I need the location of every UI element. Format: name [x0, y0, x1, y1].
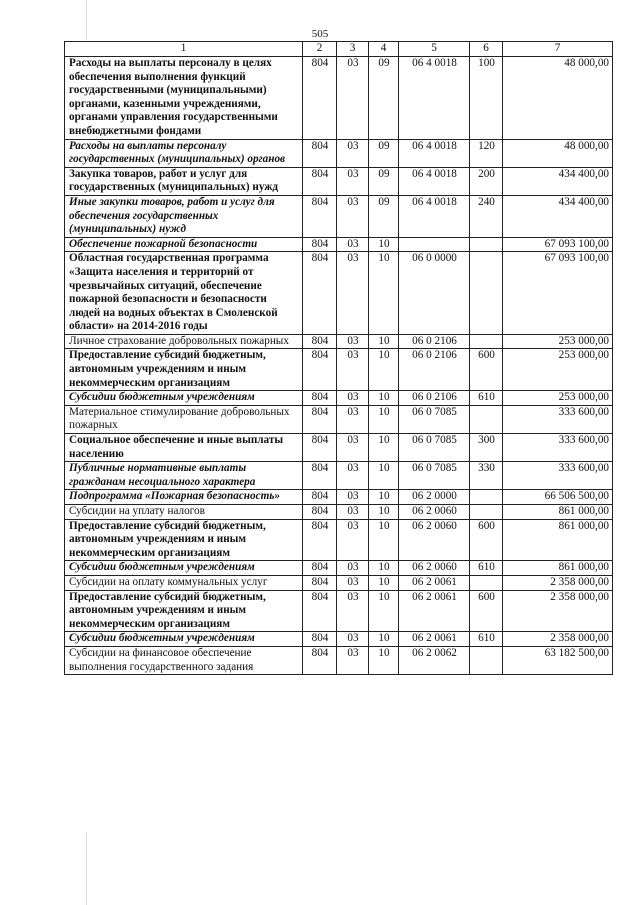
- row-section-code: 03: [337, 237, 369, 252]
- row-expense-type: [470, 575, 503, 590]
- row-section-code: 03: [337, 646, 369, 674]
- row-ministry-code: 804: [303, 434, 337, 462]
- row-amount: 861 000,00: [503, 519, 613, 561]
- table-row: [65, 505, 613, 520]
- table-row: [65, 349, 613, 391]
- scan-line: [86, 832, 87, 905]
- row-amount: 2 358 000,00: [503, 632, 613, 647]
- row-section-code: 03: [337, 252, 369, 335]
- row-section-code: 03: [337, 334, 369, 349]
- table-row: [65, 561, 613, 576]
- row-ministry-code: 804: [303, 575, 337, 590]
- row-expense-type: 300: [470, 434, 503, 462]
- table-row: [65, 519, 613, 561]
- row-target-code: 06 0 2106: [399, 334, 470, 349]
- header-cell: 2: [303, 42, 337, 57]
- table-row: [65, 590, 613, 632]
- row-section-code: 03: [337, 575, 369, 590]
- row-ministry-code: 804: [303, 195, 337, 237]
- row-ministry-code: 804: [303, 632, 337, 647]
- row-ministry-code: 804: [303, 646, 337, 674]
- row-amount: 67 093 100,00: [503, 237, 613, 252]
- row-expense-type: [470, 237, 503, 252]
- row-name-cell: Материальное стимулирование добровольных пожарных: [65, 405, 303, 433]
- row-subsection-code: 10: [369, 519, 399, 561]
- row-target-code: 06 2 0000: [399, 490, 470, 505]
- row-expense-type: 610: [470, 391, 503, 406]
- row-subsection-code: 10: [369, 462, 399, 490]
- row-amount: 48 000,00: [503, 57, 613, 140]
- row-amount: 253 000,00: [503, 349, 613, 391]
- row-section-code: 03: [337, 519, 369, 561]
- row-expense-type: 600: [470, 519, 503, 561]
- row-section-code: 03: [337, 195, 369, 237]
- row-target-code: 06 4 0018: [399, 167, 470, 195]
- page-number: 505: [311, 28, 329, 40]
- row-subsection-code: 10: [369, 590, 399, 632]
- row-target-code: 06 2 0061: [399, 632, 470, 647]
- row-subsection-code: 10: [369, 575, 399, 590]
- row-amount: 861 000,00: [503, 505, 613, 520]
- row-section-code: 03: [337, 505, 369, 520]
- row-expense-type: 200: [470, 167, 503, 195]
- table-row: [65, 405, 613, 433]
- row-expense-type: 240: [470, 195, 503, 237]
- row-expense-type: 600: [470, 349, 503, 391]
- row-name-cell: Закупка товаров, работ и услуг для государственных (муниципальных) нужд: [65, 167, 303, 195]
- budget-table: [64, 41, 613, 675]
- row-section-code: 03: [337, 167, 369, 195]
- row-ministry-code: 804: [303, 462, 337, 490]
- row-name-cell: Субсидии бюджетным учреждениям: [65, 561, 303, 576]
- row-subsection-code: 09: [369, 167, 399, 195]
- row-subsection-code: 10: [369, 349, 399, 391]
- row-section-code: 03: [337, 434, 369, 462]
- row-target-code: 06 0 0000: [399, 252, 470, 335]
- header-row: [65, 42, 613, 57]
- row-section-code: 03: [337, 561, 369, 576]
- row-ministry-code: 804: [303, 505, 337, 520]
- row-subsection-code: 10: [369, 632, 399, 647]
- header-cell: 3: [337, 42, 369, 57]
- header-cell: 4: [369, 42, 399, 57]
- row-ministry-code: 804: [303, 590, 337, 632]
- table-row: [65, 462, 613, 490]
- row-amount: 67 093 100,00: [503, 252, 613, 335]
- row-name-cell: Расходы на выплаты персоналу в целях обеспечения выполнения функций государственными (муниципальными) органами, казенными учреждениями, органами управления государственными внебюджетными фондами: [65, 57, 303, 140]
- row-expense-type: [470, 405, 503, 433]
- row-target-code: 06 2 0061: [399, 575, 470, 590]
- row-target-code: 06 0 7085: [399, 405, 470, 433]
- row-amount: 48 000,00: [503, 139, 613, 167]
- row-amount: 2 358 000,00: [503, 575, 613, 590]
- row-target-code: 06 2 0061: [399, 590, 470, 632]
- row-name-cell: Субсидии на уплату налогов: [65, 505, 303, 520]
- row-section-code: 03: [337, 391, 369, 406]
- row-expense-type: 330: [470, 462, 503, 490]
- row-ministry-code: 804: [303, 334, 337, 349]
- row-amount: 63 182 500,00: [503, 646, 613, 674]
- row-amount: 861 000,00: [503, 561, 613, 576]
- row-subsection-code: 10: [369, 391, 399, 406]
- row-amount: 333 600,00: [503, 434, 613, 462]
- header-cell: 5: [399, 42, 470, 57]
- row-name-cell: Субсидии на оплату коммунальных услуг: [65, 575, 303, 590]
- table-row: [65, 391, 613, 406]
- table-row: [65, 57, 613, 140]
- row-amount: 434 400,00: [503, 167, 613, 195]
- row-target-code: 06 0 2106: [399, 391, 470, 406]
- table-row: [65, 434, 613, 462]
- row-amount: 333 600,00: [503, 405, 613, 433]
- row-ministry-code: 804: [303, 405, 337, 433]
- table-row: [65, 334, 613, 349]
- row-target-code: 06 2 0060: [399, 561, 470, 576]
- table-row: [65, 490, 613, 505]
- table-row: [65, 167, 613, 195]
- row-subsection-code: 10: [369, 505, 399, 520]
- row-amount: 434 400,00: [503, 195, 613, 237]
- row-section-code: 03: [337, 590, 369, 632]
- row-subsection-code: 09: [369, 139, 399, 167]
- row-amount: 253 000,00: [503, 334, 613, 349]
- row-target-code: 06 4 0018: [399, 139, 470, 167]
- row-target-code: 06 4 0018: [399, 57, 470, 140]
- row-section-code: 03: [337, 57, 369, 140]
- row-section-code: 03: [337, 349, 369, 391]
- row-ministry-code: 804: [303, 252, 337, 335]
- row-subsection-code: 10: [369, 237, 399, 252]
- table-row: [65, 575, 613, 590]
- row-subsection-code: 10: [369, 646, 399, 674]
- table-row: [65, 252, 613, 335]
- row-expense-type: [470, 252, 503, 335]
- row-subsection-code: 09: [369, 195, 399, 237]
- row-ministry-code: 804: [303, 57, 337, 140]
- row-target-code: [399, 237, 470, 252]
- row-expense-type: 120: [470, 139, 503, 167]
- row-name-cell: Публичные нормативные выплаты гражданам несоциального характера: [65, 462, 303, 490]
- row-subsection-code: 10: [369, 405, 399, 433]
- row-subsection-code: 10: [369, 561, 399, 576]
- row-name-cell: Расходы на выплаты персоналу государственных (муниципальных) органов: [65, 139, 303, 167]
- row-expense-type: 610: [470, 632, 503, 647]
- row-name-cell: Социальное обеспечение и иные выплаты населению: [65, 434, 303, 462]
- row-subsection-code: 10: [369, 334, 399, 349]
- row-target-code: 06 0 2106: [399, 349, 470, 391]
- row-ministry-code: 804: [303, 167, 337, 195]
- row-ministry-code: 804: [303, 490, 337, 505]
- row-subsection-code: 09: [369, 57, 399, 140]
- row-section-code: 03: [337, 632, 369, 647]
- table-body: [65, 57, 613, 675]
- row-name-cell: Субсидии на финансовое обеспечение выполнения государственного задания: [65, 646, 303, 674]
- row-ministry-code: 804: [303, 561, 337, 576]
- row-expense-type: 610: [470, 561, 503, 576]
- row-expense-type: [470, 505, 503, 520]
- row-target-code: 06 0 7085: [399, 434, 470, 462]
- row-ministry-code: 804: [303, 391, 337, 406]
- row-ministry-code: 804: [303, 237, 337, 252]
- row-name-cell: Подпрограмма «Пожарная безопасность»: [65, 490, 303, 505]
- table-row: [65, 632, 613, 647]
- table-row: [65, 195, 613, 237]
- table-row: [65, 646, 613, 674]
- row-section-code: 03: [337, 462, 369, 490]
- row-name-cell: Предоставление субсидий бюджетным, автономным учреждениям и иным некоммерческим организациям: [65, 590, 303, 632]
- row-target-code: 06 0 7085: [399, 462, 470, 490]
- row-target-code: 06 2 0060: [399, 505, 470, 520]
- row-expense-type: 100: [470, 57, 503, 140]
- row-name-cell: Предоставление субсидий бюджетным, автономным учреждениям и иным некоммерческим организациям: [65, 519, 303, 561]
- row-section-code: 03: [337, 490, 369, 505]
- row-expense-type: [470, 334, 503, 349]
- row-subsection-code: 10: [369, 252, 399, 335]
- row-name-cell: Областная государственная программа «Защита населения и территорий от чрезвычайных ситуаций, обеспечение пожарной безопасности и безопасности людей на водных объектах в Смоленской области» на 2014-2016 годы: [65, 252, 303, 335]
- row-section-code: 03: [337, 405, 369, 433]
- row-amount: 333 600,00: [503, 462, 613, 490]
- table-row: [65, 139, 613, 167]
- row-name-cell: Субсидии бюджетным учреждениям: [65, 632, 303, 647]
- row-subsection-code: 10: [369, 490, 399, 505]
- row-target-code: 06 2 0060: [399, 519, 470, 561]
- row-subsection-code: 10: [369, 434, 399, 462]
- header-cell: 6: [470, 42, 503, 57]
- row-amount: 66 506 500,00: [503, 490, 613, 505]
- row-expense-type: [470, 646, 503, 674]
- table-row: [65, 237, 613, 252]
- row-target-code: 06 2 0062: [399, 646, 470, 674]
- row-ministry-code: 804: [303, 139, 337, 167]
- row-name-cell: Обеспечение пожарной безопасности: [65, 237, 303, 252]
- header-cell: 7: [503, 42, 613, 57]
- row-target-code: 06 4 0018: [399, 195, 470, 237]
- row-amount: 253 000,00: [503, 391, 613, 406]
- row-expense-type: [470, 490, 503, 505]
- header-cell: 1: [65, 42, 303, 57]
- row-expense-type: 600: [470, 590, 503, 632]
- row-section-code: 03: [337, 139, 369, 167]
- scan-line: [86, 0, 87, 40]
- row-name-cell: Личное страхование добровольных пожарных: [65, 334, 303, 349]
- row-name-cell: Предоставление субсидий бюджетным, автономным учреждениям и иным некоммерческим организациям: [65, 349, 303, 391]
- row-ministry-code: 804: [303, 349, 337, 391]
- row-ministry-code: 804: [303, 519, 337, 561]
- row-name-cell: Субсидии бюджетным учреждениям: [65, 391, 303, 406]
- row-name-cell: Иные закупки товаров, работ и услуг для обеспечения государственных (муниципальных) нужд: [65, 195, 303, 237]
- row-amount: 2 358 000,00: [503, 590, 613, 632]
